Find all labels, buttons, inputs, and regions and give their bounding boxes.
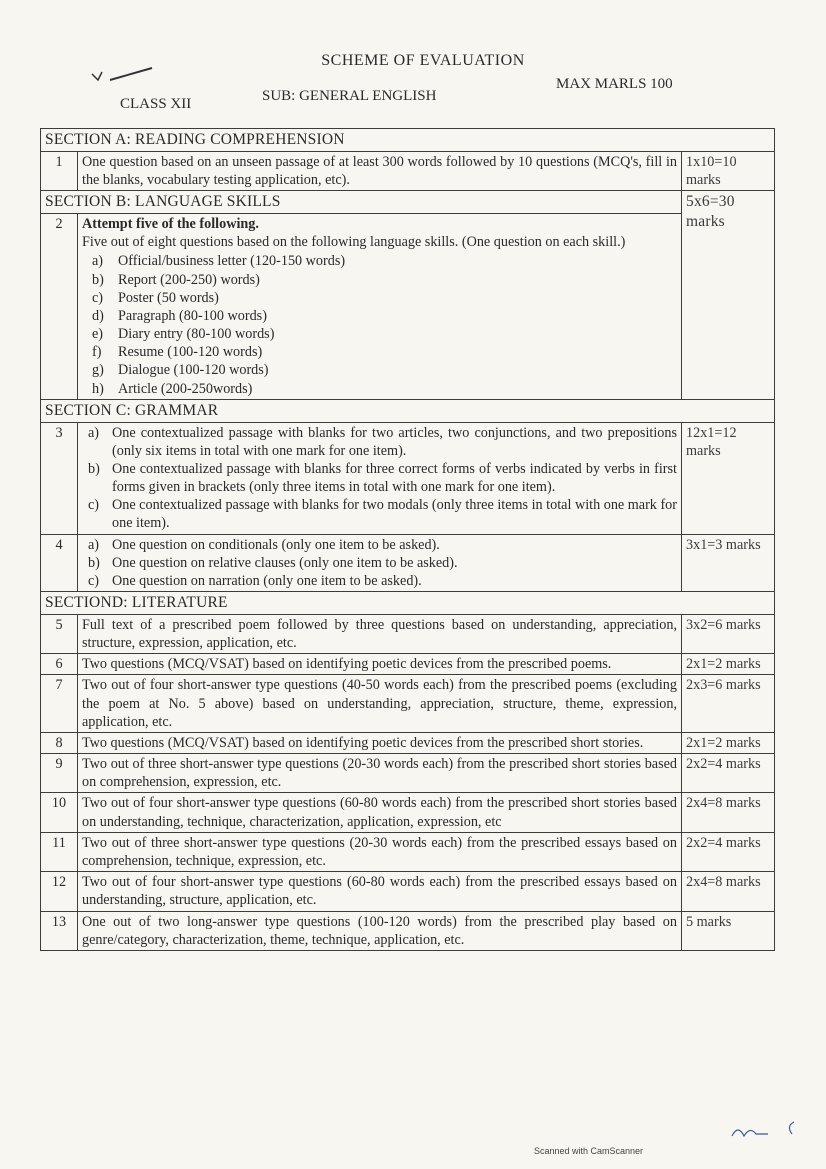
question-marks: 2x4=8 marks — [682, 872, 775, 911]
item-label: h) — [92, 380, 104, 397]
question-marks: 2x2=4 marks — [682, 832, 775, 871]
question-description: Two out of four short-answer type questions (60-80 words each) from the prescribed essays based on understanding, structure, application, etc. — [78, 872, 682, 911]
question-marks: 1x10=10 marks — [682, 151, 775, 190]
list-item — [92, 289, 677, 307]
question-description: Two out of four short-answer type questions (40-50 words each) from the prescribed poems (excluding the poem at No. 5 above) based on understanding, appreciation, structure, theme, expression, application, etc. — [78, 675, 682, 733]
question-description — [78, 422, 682, 534]
question-description: Full text of a prescribed poem followed by three questions based on understanding, appreciation, structure, expression, application, etc. — [78, 614, 682, 653]
section-header-row — [41, 129, 775, 152]
question-description: Two out of four short-answer type questions (60-80 words each) from the prescribed short stories based on understanding, technique, characterization, application, expression, etc — [78, 793, 682, 832]
subject-label: SUB: GENERAL ENGLISH — [262, 88, 437, 104]
item-label: a) — [92, 253, 104, 270]
table-row — [41, 832, 775, 871]
question-number: 6 — [41, 654, 78, 675]
table-row — [41, 614, 775, 653]
question-number: 7 — [41, 675, 78, 733]
list-item — [88, 572, 677, 590]
list-item — [92, 361, 677, 379]
item-label: a) — [88, 424, 100, 441]
list-item — [88, 536, 677, 554]
section-d-title: SECTIOND: LITERATURE — [41, 592, 775, 615]
item-text: One contextualized passage with blanks for two modals (only three items in total with one mark for one item). — [112, 497, 677, 532]
question-number: 10 — [41, 793, 78, 832]
class-label: CLASS XII — [120, 96, 192, 112]
section-header-row — [41, 592, 775, 615]
item-text: Article (200-250words) — [118, 380, 253, 397]
item-label: b) — [88, 554, 100, 571]
table-row — [41, 422, 775, 534]
item-text: One question on conditionals (only one item to be asked). — [112, 536, 440, 553]
item-label: b) — [88, 460, 100, 477]
table-row — [41, 872, 775, 911]
item-label: d) — [92, 307, 104, 324]
question-marks: 5x6=30 marks — [682, 191, 775, 400]
language-skills-list — [82, 252, 677, 397]
list-item — [88, 460, 677, 496]
item-label: f) — [92, 344, 102, 361]
question-description: Two questions (MCQ/VSAT) based on identifying poetic devices from the prescribed poems. — [78, 654, 682, 675]
item-label: b) — [92, 271, 104, 288]
section-c-title: SECTION C: GRAMMAR — [41, 399, 775, 422]
question-description: One question based on an unseen passage of at least 300 words followed by 10 questions (MCQ's, fill in the blanks, vocabulary testing application, etc). — [78, 151, 682, 190]
question-number: 2 — [41, 214, 78, 400]
document-title: SCHEME OF EVALUATION — [321, 52, 525, 69]
item-label: c) — [92, 289, 104, 306]
table-row — [41, 534, 775, 592]
question-number: 4 — [41, 534, 78, 592]
item-label: a) — [88, 536, 100, 553]
question-marks: 5 marks — [682, 911, 775, 950]
list-item — [92, 343, 677, 361]
max-marks: MAX MARLS 100 — [556, 76, 673, 92]
question-number: 5 — [41, 614, 78, 653]
grammar-items-list — [82, 536, 677, 591]
list-item — [92, 325, 677, 343]
item-text: One question on relative clauses (only one item to be asked). — [112, 554, 458, 571]
list-item — [92, 252, 677, 270]
question-marks: 3x1=3 marks — [682, 534, 775, 592]
item-label: c) — [88, 497, 100, 514]
item-text: Report (200-250) words) — [118, 271, 260, 288]
list-item — [88, 496, 677, 532]
question-intro: Five out of eight questions based on the following language skills. (One question on each skill.) — [82, 234, 626, 251]
list-item — [88, 424, 677, 460]
section-header-row — [41, 191, 775, 214]
item-text: Paragraph (80-100 words) — [118, 307, 267, 324]
question-marks: 2x1=2 marks — [682, 732, 775, 753]
question-marks: 2x3=6 marks — [682, 675, 775, 733]
question-marks: 12x1=12 marks — [682, 422, 775, 534]
list-item — [92, 380, 677, 398]
question-marks: 2x4=8 marks — [682, 793, 775, 832]
item-label: e) — [92, 326, 104, 343]
question-number: 12 — [41, 872, 78, 911]
table-row — [41, 214, 775, 400]
section-a-title: SECTION A: READING COMPREHENSION — [41, 129, 775, 152]
question-marks: 2x2=4 marks — [682, 754, 775, 793]
table-row — [41, 732, 775, 753]
question-number: 3 — [41, 422, 78, 534]
table-row — [41, 793, 775, 832]
question-marks: 3x2=6 marks — [682, 614, 775, 653]
item-text: One contextualized passage with blanks for two articles, two conjunctions, and two prepositions (only six items in total with one mark for one item). — [112, 424, 677, 459]
question-description: Two questions (MCQ/VSAT) based on identifying poetic devices from the prescribed short stories. — [78, 732, 682, 753]
question-number: 13 — [41, 911, 78, 950]
scanner-watermark: Scanned with CamScanner — [534, 1146, 644, 1156]
question-description: Two out of three short-answer type questions (20-30 words each) from the prescribed short stories based on comprehension, expression, etc. — [78, 754, 682, 793]
question-description — [78, 534, 682, 592]
handwritten-scribble-icon — [728, 1116, 808, 1144]
section-b-title: SECTION B: LANGUAGE SKILLS — [41, 191, 682, 214]
table-row — [41, 654, 775, 675]
question-number: 11 — [41, 832, 78, 871]
question-description: Two out of three short-answer type questions (20-30 words each) from the prescribed essays based on comprehension, technique, expression, etc. — [78, 832, 682, 871]
item-text: Diary entry (80-100 words) — [118, 326, 275, 343]
item-label: g) — [92, 362, 104, 379]
grammar-items-list — [82, 424, 677, 533]
item-text: One contextualized passage with blanks for three correct forms of verbs indicated by verbs in first forms given in brackets (only three items in total with one mark for one item). — [112, 460, 677, 496]
question-description — [78, 214, 682, 400]
question-number: 8 — [41, 732, 78, 753]
table-row — [41, 911, 775, 950]
table-row — [41, 675, 775, 733]
list-item — [92, 271, 677, 289]
table-row — [41, 151, 775, 190]
question-description: One out of two long-answer type questions (100-120 words) from the prescribed play based on genre/category, characterization, theme, technique, application, etc. — [78, 911, 682, 950]
question-heading: Attempt five of the following. — [82, 216, 259, 232]
evaluation-table — [40, 128, 775, 951]
list-item — [88, 554, 677, 572]
question-number: 9 — [41, 754, 78, 793]
item-label: c) — [88, 572, 100, 589]
item-text: Official/business letter (120-150 words) — [118, 253, 346, 270]
table-row — [41, 754, 775, 793]
section-header-row — [41, 399, 775, 422]
item-text: One question on narration (only one item to be asked). — [112, 572, 422, 589]
question-marks: 2x1=2 marks — [682, 654, 775, 675]
item-text: Dialogue (100-120 words) — [118, 362, 269, 379]
list-item — [92, 307, 677, 325]
item-text: Resume (100-120 words) — [118, 344, 263, 361]
question-number: 1 — [41, 151, 78, 190]
item-text: Poster (50 words) — [118, 289, 219, 306]
